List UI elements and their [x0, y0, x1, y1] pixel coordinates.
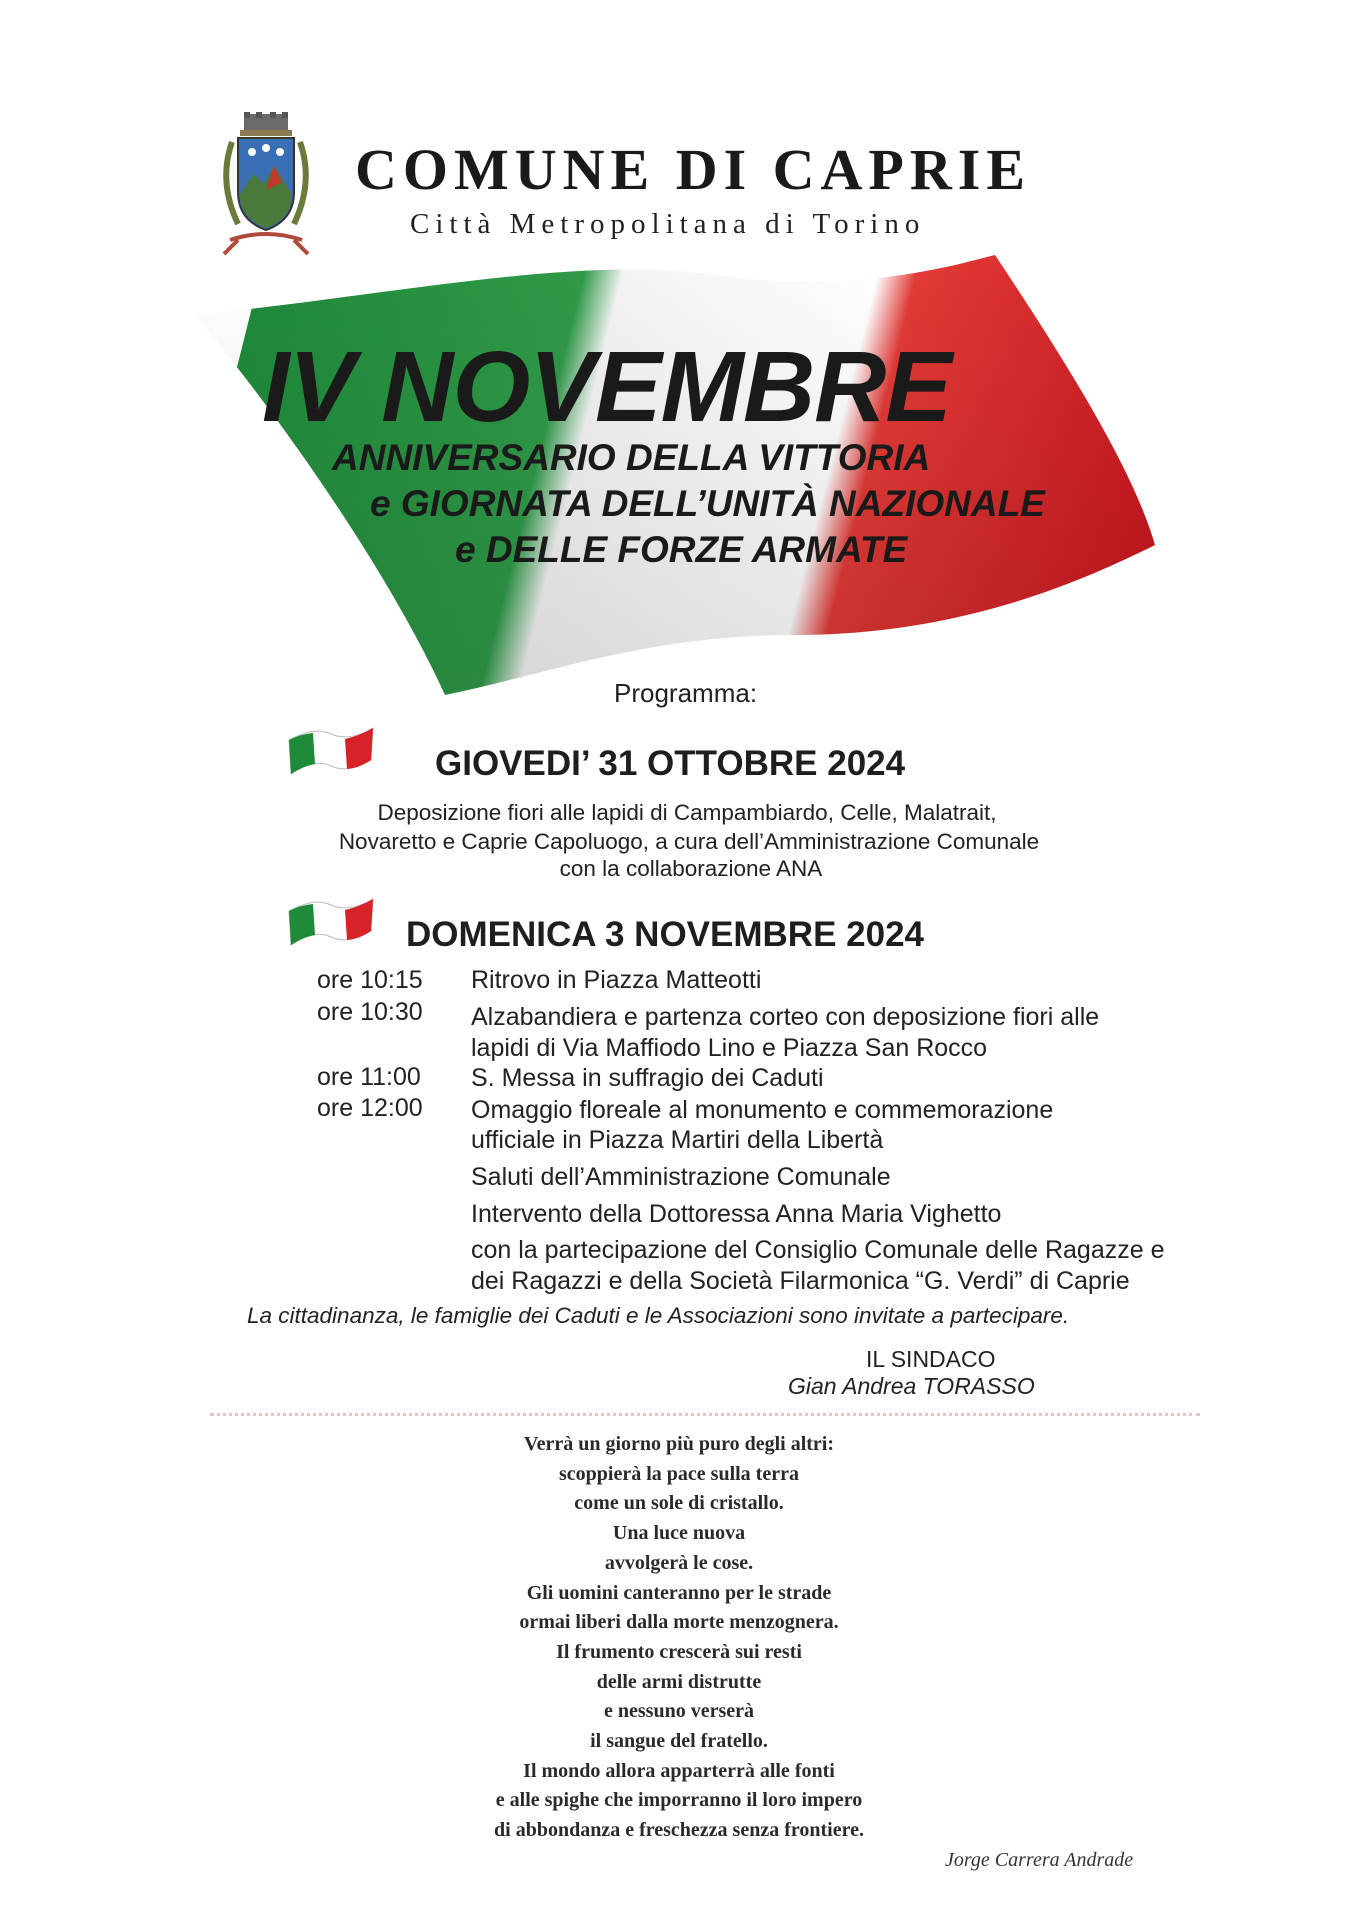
poem-line: delle armi distrutte — [596, 1671, 762, 1693]
signature-name: Gian Andrea TORASSO — [788, 1373, 1035, 1399]
signature-role: IL SINDACO — [866, 1346, 996, 1372]
day-1-line: Novaretto e Caprie Capoluogo, a cura dell’Amministrazione Comunale — [338, 829, 1040, 854]
event-extra: Intervento della Dottoressa Anna Maria Vighetto — [471, 1200, 1002, 1228]
event-extra: Saluti dell’Amministrazione Comunale — [471, 1163, 891, 1191]
poem-line: il sangue del fratello. — [590, 1730, 768, 1752]
banner-line-1: ANNIVERSARIO DELLA VITTORIA — [332, 437, 931, 478]
italian-flag-icon — [285, 893, 377, 951]
event-time: ore 10:30 — [317, 998, 423, 1026]
poem-line: Verrà un giorno più puro degli altri: — [523, 1433, 835, 1455]
event-description: S. Messa in suffragio dei Caduti — [471, 1064, 824, 1092]
poem-line: ormai liberi dalla morte menzognera. — [519, 1611, 839, 1633]
poem-author: Jorge Carrera Andrade — [945, 1849, 1134, 1871]
day-1-heading: GIOVEDI’ 31 OTTOBRE 2024 — [435, 744, 906, 783]
banner-line-3: e DELLE FORZE ARMATE — [455, 529, 908, 570]
page-title: COMUNE DI CAPRIE — [355, 137, 1031, 202]
poem-line: avvolgerà le cose. — [604, 1552, 754, 1574]
municipal-coat-of-arms-icon — [210, 112, 322, 262]
event-time: ore 12:00 — [317, 1094, 423, 1122]
section-divider — [210, 1413, 1200, 1416]
event-description: Omaggio floreale al monumento e commemorazione — [471, 1096, 1054, 1124]
poem-line: e nessuno verserà — [604, 1700, 754, 1722]
day-1-line: Deposizione fiori alle lapidi di Campambiardo, Celle, Malatrait, — [377, 800, 997, 825]
poem-line: Una luce nuova — [612, 1522, 746, 1544]
event-description: Alzabandiera e partenza corteo con deposizione fiori alle — [471, 1003, 1100, 1031]
poem-line: e alle spighe che imporranno il loro impero — [495, 1789, 863, 1811]
poem-line: Gli uomini canteranno per le strade — [526, 1582, 832, 1604]
poem-line: Il frumento crescerà sui resti — [556, 1641, 802, 1663]
program-label: Programma: — [614, 678, 758, 708]
event-description: ufficiale in Piazza Martiri della Libertà — [471, 1126, 884, 1154]
day-1-line: con la collaborazione ANA — [559, 856, 823, 881]
italian-flag-icon — [285, 722, 377, 780]
event-time: ore 11:00 — [317, 1063, 421, 1091]
poem-line: di abbondanza e freschezza senza frontiere. — [494, 1819, 864, 1841]
poem-line: come un sole di cristallo. — [574, 1492, 784, 1514]
event-description: Ritrovo in Piazza Matteotti — [471, 966, 762, 994]
banner-title: IV NOVEMBRE — [262, 331, 952, 443]
event-extra: dei Ragazzi e della Società Filarmonica “G. Verdi” di Caprie — [471, 1267, 1130, 1295]
invitation-text: La cittadinanza, le famiglie dei Caduti e le Associazioni sono invitate a partecipare. — [247, 1303, 1070, 1328]
poem-line: Il mondo allora apparterrà alle fonti — [523, 1760, 835, 1782]
page-subtitle: Città Metropolitana di Torino — [410, 208, 926, 240]
day-2-heading: DOMENICA 3 NOVEMBRE 2024 — [406, 915, 924, 954]
event-extra: con la partecipazione del Consiglio Comunale delle Ragazze e — [471, 1236, 1165, 1264]
poem-line: scoppierà la pace sulla terra — [559, 1463, 799, 1485]
event-time: ore 10:15 — [317, 966, 423, 994]
banner-line-2: e GIORNATA DELL’UNITÀ NAZIONALE — [370, 483, 1045, 524]
event-description: lapidi di Via Maffiodo Lino e Piazza San Rocco — [471, 1034, 988, 1062]
